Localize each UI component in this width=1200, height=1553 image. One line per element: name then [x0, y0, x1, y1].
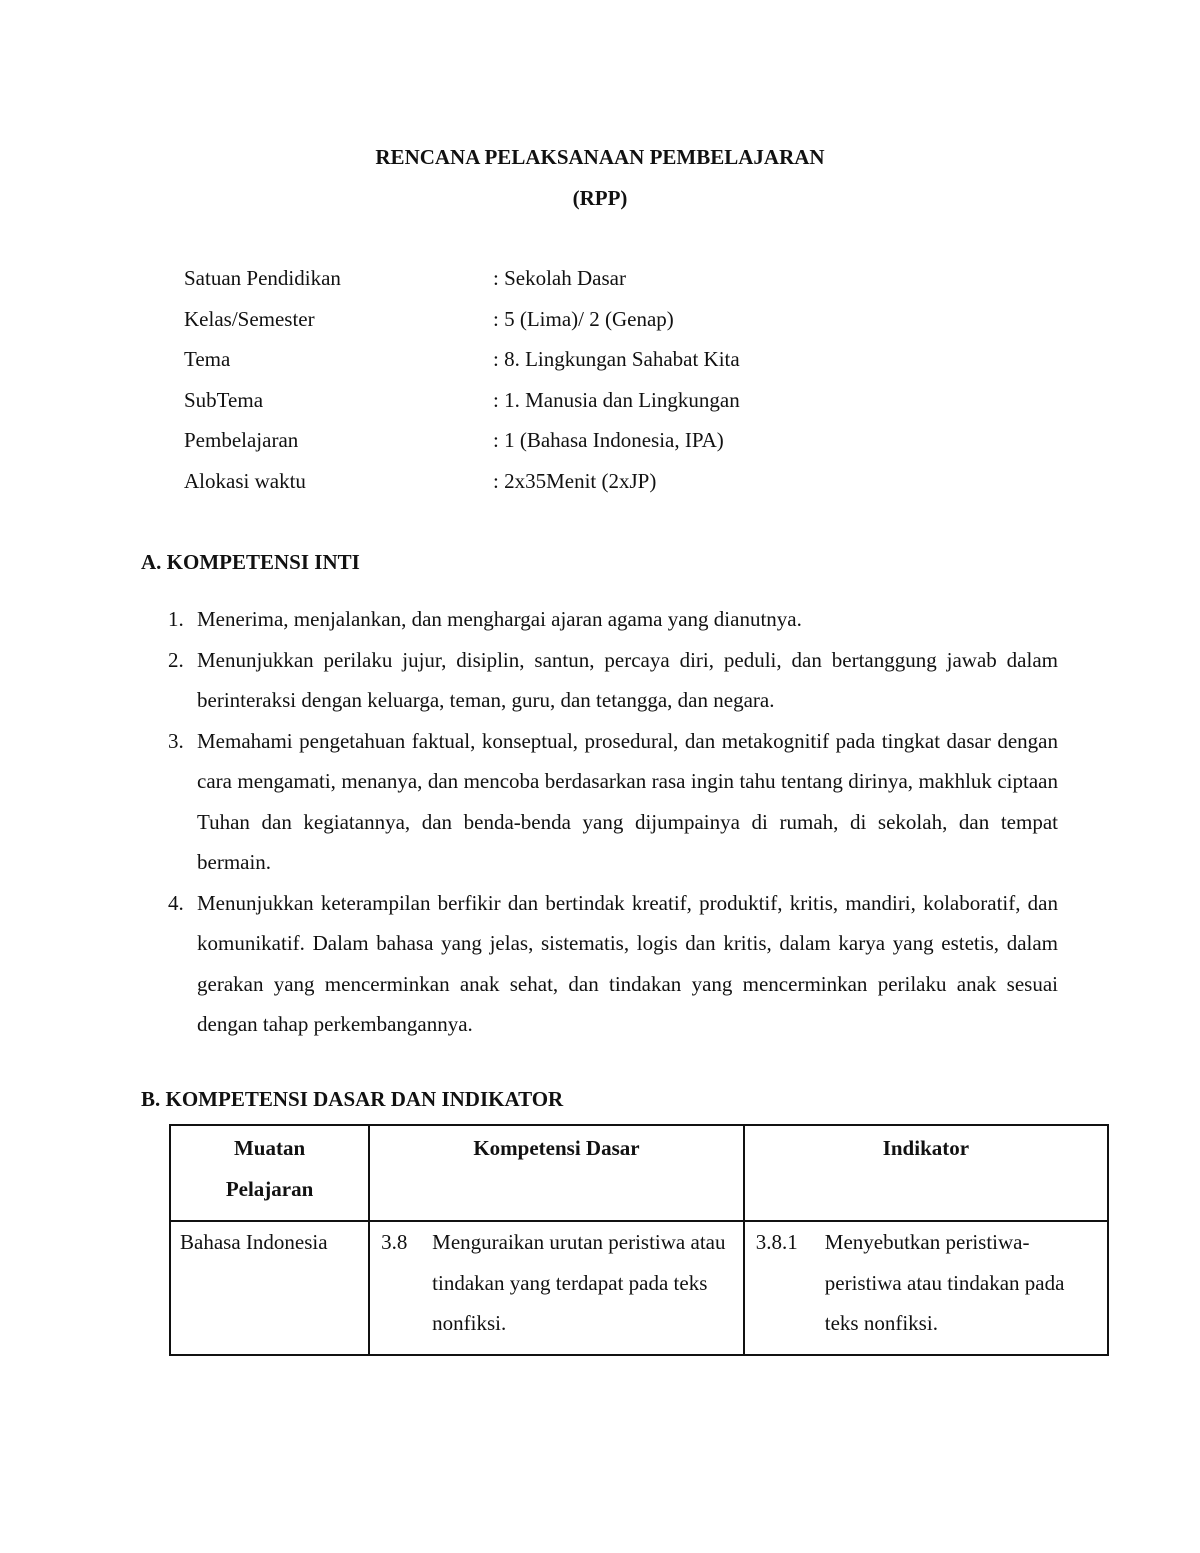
- identity-label: Alokasi waktu: [184, 468, 306, 493]
- identity-row: [184, 427, 984, 468]
- list-item-text: Menunjukkan keterampilan berfikir dan bertindak kreatif, produktif, kritis, mandiri, kolaboratif, dan komunikatif. Dalam bahasa yang jelas, sistematis, logis dan kritis, dalam karya yang estetis, dalam gerakan yang mencerminkan anak sehat, dan tindakan yang mencerminkan perilaku anak sesuai dengan tahap perkembangannya.: [197, 890, 1058, 1036]
- list-item-number: 1.: [168, 607, 184, 631]
- identity-label: Pembelajaran: [184, 428, 299, 452]
- list-item-text: Menunjukkan perilaku jujur, disiplin, santun, percaya diri, peduli, dan bertanggung jawab dalam berinteraksi dengan keluarga, teman, guru, dan tetangga, dan negara.: [197, 647, 1058, 712]
- document-title: RENCANA PELAKSANAAN PEMBELAJARAN: [375, 145, 825, 169]
- identity-row: [184, 306, 984, 347]
- identity-label: Tema: [184, 347, 231, 371]
- header-muatan: [170, 1125, 369, 1221]
- list-item-number: 2.: [168, 647, 184, 672]
- identity-row: [184, 346, 984, 387]
- identity-value: : 2x35Menit (2xJP): [493, 468, 657, 493]
- identity-block: [184, 265, 984, 508]
- list-item: [168, 883, 1058, 1045]
- list-item: [168, 721, 1058, 883]
- kompetensi-inti-list: [168, 599, 1058, 1045]
- cell-indikator: [744, 1221, 1108, 1355]
- identity-value: : Sekolah Dasar: [493, 266, 626, 290]
- indikator-code: 3.8.1: [755, 1230, 798, 1254]
- identity-row: [184, 387, 984, 428]
- list-item-number: 3.: [168, 728, 184, 753]
- list-item-number: 4.: [168, 890, 184, 915]
- list-item-text: Menerima, menjalankan, dan menghargai ajaran agama yang dianutnya.: [197, 607, 802, 631]
- identity-value: : 1. Manusia dan Lingkungan: [493, 387, 740, 412]
- indikator-text: Menyebutkan peristiwa-peristiwa atau tindakan pada teks nonfiksi.: [824, 1230, 1065, 1335]
- kompetensi-dasar-table: [169, 1124, 1109, 1356]
- list-item: [168, 640, 1058, 721]
- table-row: [170, 1221, 1108, 1355]
- identity-label: Kelas/Semester: [184, 306, 315, 331]
- section-b-heading: B. KOMPETENSI DASAR DAN INDIKATOR: [141, 1087, 564, 1111]
- document-subtitle: (RPP): [572, 186, 628, 210]
- table-header-row: [170, 1125, 1108, 1221]
- identity-label: Satuan Pendidikan: [184, 266, 341, 290]
- header-indikator: Indikator: [744, 1125, 1108, 1221]
- identity-value: : 5 (Lima)/ 2 (Genap): [493, 306, 674, 331]
- kd-code: 3.8: [381, 1230, 408, 1254]
- section-a-heading: A. KOMPETENSI INTI: [141, 550, 360, 574]
- kd-text: Menguraikan urutan peristiwa atau tindakan yang terdapat pada teks nonfiksi.: [432, 1230, 726, 1335]
- cell-kompetensi-dasar: [369, 1221, 744, 1355]
- identity-row: [184, 265, 984, 306]
- header-muatan-line1: Muatan: [233, 1136, 306, 1160]
- identity-label: SubTema: [184, 387, 264, 412]
- identity-row: [184, 468, 984, 509]
- identity-value: : 8. Lingkungan Sahabat Kita: [493, 347, 740, 371]
- header-kompetensi-dasar: Kompetensi Dasar: [369, 1125, 744, 1221]
- identity-value: : 1 (Bahasa Indonesia, IPA): [493, 428, 724, 452]
- list-item-text: Memahami pengetahuan faktual, konseptual, prosedural, dan metakognitif pada tingkat dasar dengan cara mengamati, menanya, dan mencoba berdasarkan rasa ingin tahu tentang dirinya, makhluk ciptaan Tuhan dan kegiatannya, dan benda-benda yang dijumpainya di rumah, di sekolah, dan tempat bermain.: [197, 728, 1058, 874]
- cell-muatan: Bahasa Indonesia: [170, 1221, 369, 1355]
- header-muatan-line2: Pelajaran: [225, 1176, 314, 1201]
- list-item: [168, 599, 1058, 640]
